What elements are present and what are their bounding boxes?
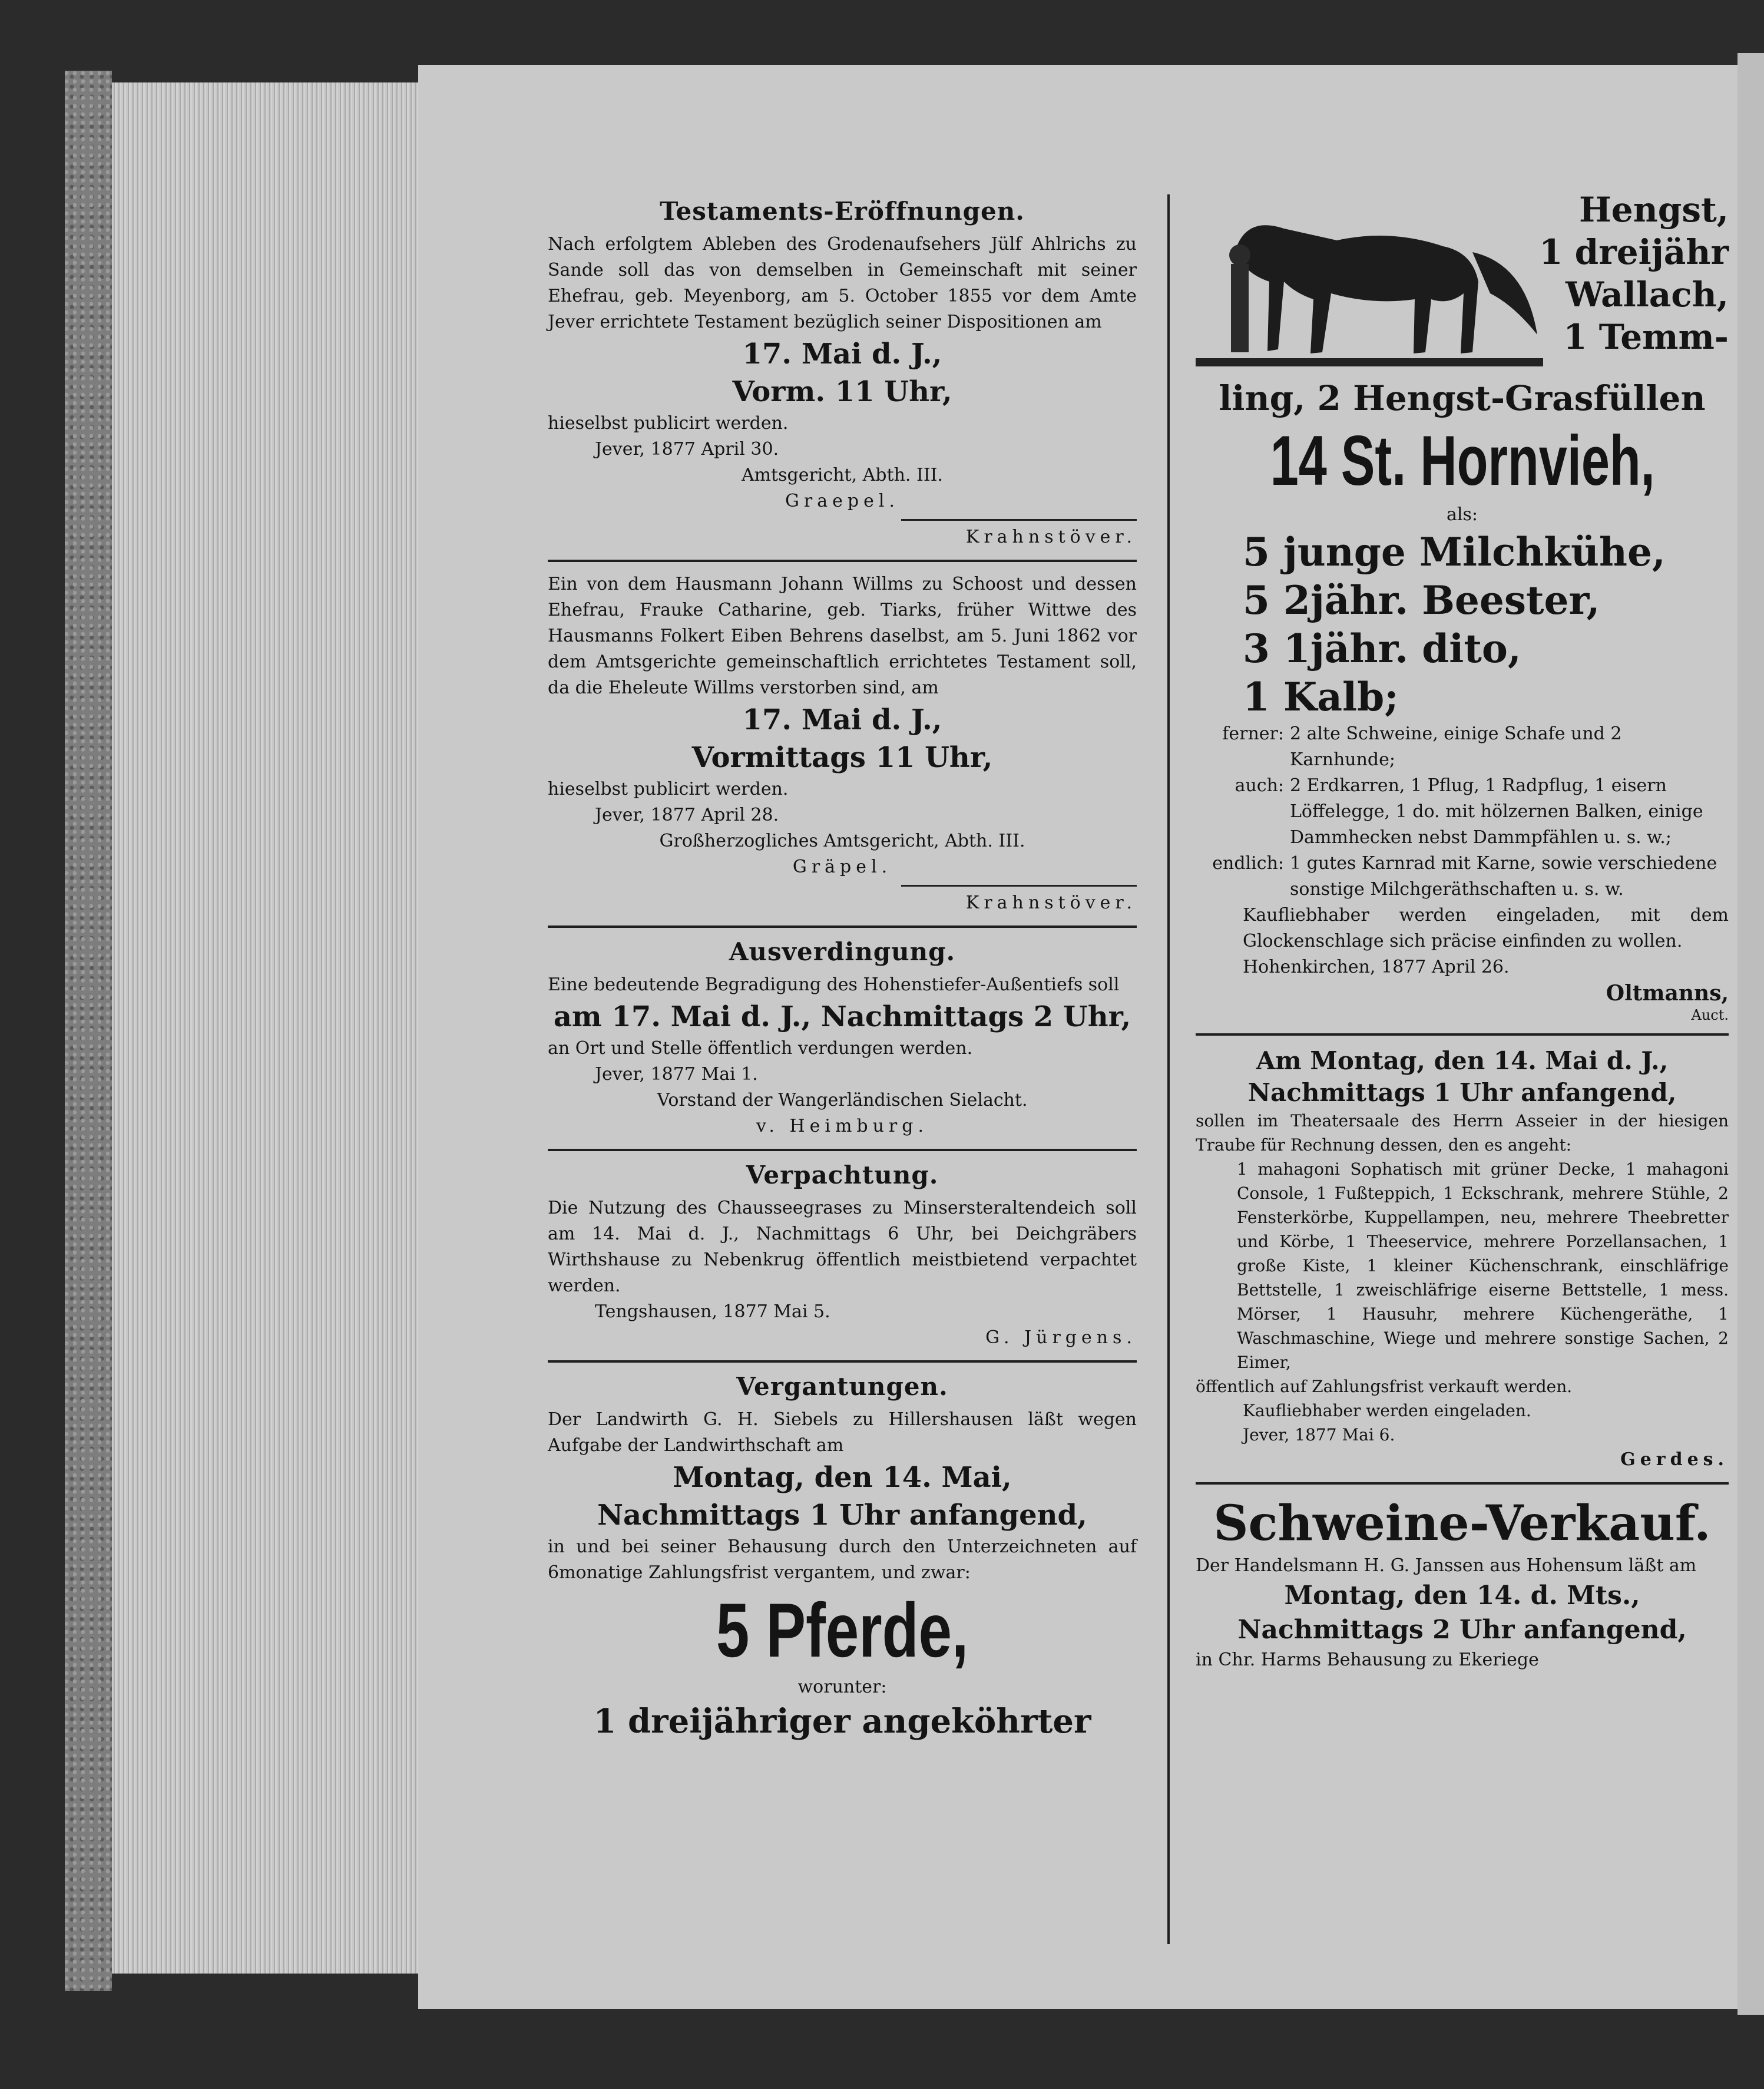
auch-row — [1196, 773, 1729, 851]
item-line: 1 dreijähriger angeköhrter — [593, 1702, 1091, 1741]
item-list: 1 mahagoni Sophatisch mit grüner Decke, 1 mahagoni Console, 1 Fußteppich, 1 Eckschrank, mehrere Stühle, 2 Fensterkörbe, Kuppellampen, neu, mehrere Theebretter und Körbe, 1 Theeservice, mehrere Porzellansachen, 1 große Kiste, 1 kleiner Küchenschrank, einschläfrige Bettstelle, 1 zweischläfrige eiserne Bettstelle, 1 mess. Mörser, 1 Hausuhr, mehrere Küchengeräthe, 1 Waschmaschine, Wiege und mehrere sonstige Sachen, 2 Eimer, — [1237, 1159, 1729, 1372]
row-value: 2 alte Schweine, einige Schafe und 2 Karnhunde; — [1290, 723, 1622, 770]
paragraph: Nach erfolgtem Ableben des Grodenaufsehers Jülf Ahlrichs zu Sande soll das von demselben in Gemeinschaft mit seiner Ehefrau, geb. Meyenborg, am 5. October 1855 vor dem Amte Jever errichtete Testament bezüglich seiner Dispositionen am — [548, 234, 1137, 332]
place-date: Jever, 1877 April 30. — [595, 439, 779, 460]
als: als: — [1447, 504, 1478, 525]
worunter: worunter: — [797, 1677, 887, 1697]
signature: Gerdes. — [1620, 1449, 1729, 1470]
signature: Oltmanns, — [1606, 981, 1729, 1006]
time-line: Nachmittags 1 Uhr anfangend, — [1247, 1078, 1677, 1107]
row-label: endlich: — [1212, 853, 1284, 874]
date-line: Montag, den 14. Mai, — [673, 1461, 1012, 1494]
page-edges — [112, 82, 418, 1974]
time-line: Nachmittags 1 Uhr anfangend, — [597, 1499, 1087, 1532]
date-line: 17. Mai d. J., — [742, 703, 942, 736]
list-item: 1 Kalb; — [1243, 674, 1399, 720]
paragraph: Der Landwirth G. H. Siebels zu Hillershausen läßt wegen Aufgabe der Landwirthschaft am — [548, 1409, 1137, 1456]
next-page-edge — [1737, 53, 1764, 2015]
list-item: 5 2jähr. Beester, — [1243, 577, 1600, 623]
paragraph: hieselbst publicirt werden. — [548, 413, 789, 434]
horse-illustration — [1196, 199, 1543, 376]
row-value: 2 Erdkarren, 1 Pflug, 1 Radpflug, 1 eisern Löffelegge, 1 do. mit hölzernen Balken, einige Dammhecken nebst Dammpfählen u. s. w.; — [1290, 775, 1703, 848]
date-line: 17. Mai d. J., — [742, 338, 942, 371]
montag-auction-section — [1196, 1045, 1729, 1473]
section-heading: Ausverdingung. — [729, 937, 956, 966]
signature: v. Heimburg. — [756, 1116, 929, 1136]
column-divider — [1167, 194, 1170, 1944]
list-item: 3 1jähr. dito, — [1243, 626, 1521, 672]
signature: G. Jürgens. — [985, 1327, 1137, 1348]
time-line: Nachmittags 2 Uhr anfangend, — [1237, 1615, 1687, 1645]
paragraph: Eine bedeutende Begradigung des Hohenstiefer-Außentiefs soll — [548, 974, 1120, 995]
paragraph: Kaufliebhaber werden eingeladen, mit dem Glockenschlage sich präcise einfinden zu wollen. — [1243, 905, 1729, 951]
place-date: Jever, 1877 April 28. — [595, 805, 779, 825]
divider — [548, 1360, 1137, 1363]
paragraph: in Chr. Harms Behausung zu Ekeriege — [1196, 1650, 1539, 1670]
divider — [901, 519, 1137, 521]
ferner-row — [1196, 721, 1729, 773]
book-binding — [65, 71, 112, 1991]
date-line: Montag, den 14. d. Mts., — [1284, 1581, 1640, 1611]
signature-title: Auct. — [1691, 1007, 1729, 1023]
ad-line: 1 dreijähr — [1539, 232, 1729, 272]
vergantungen-section — [548, 1372, 1137, 1743]
place-date: Jever, 1877 Mai 6. — [1243, 1425, 1395, 1445]
verpachtung-section — [548, 1161, 1137, 1351]
paragraph: hieselbst publicirt werden. — [548, 779, 789, 799]
signature: Graepel. — [785, 491, 900, 511]
paragraph: Ein von dem Hausmann Johann Willms zu Schoost und dessen Ehefrau, Frauke Catharine, geb. Tiarks, früher Wittwe des Hausmanns Folkert Eiben Behrens daselbst, am 5. Juni 1862 vor dem Amtsgerichte gemeinschaftlich errichtetes Testament soll, da die Eheleute Willms verstorben sind, am — [548, 574, 1137, 698]
time-line: Vorm. 11 Uhr, — [732, 375, 952, 408]
horse-header — [1196, 189, 1729, 377]
schweine-section — [1196, 1494, 1729, 1673]
divider — [1196, 1033, 1729, 1036]
court: Amtsgericht, Abth. III. — [741, 465, 944, 485]
left-column — [548, 189, 1137, 1743]
list-item: 5 junge Milchkühe, — [1243, 529, 1666, 575]
right-column — [1196, 189, 1729, 1673]
big-heading: 14 St. Hornvieh, — [1270, 421, 1655, 500]
date-line: Am Montag, den 14. Mai d. J., — [1256, 1046, 1669, 1075]
date-line: am 17. Mai d. J., Nachmittags 2 Uhr, — [553, 1000, 1131, 1033]
divider — [1196, 1482, 1729, 1485]
row-label: ferner: — [1222, 723, 1284, 744]
clerk: Krahnstöver. — [965, 893, 1137, 913]
divider — [901, 885, 1137, 887]
endlich-row — [1196, 851, 1729, 903]
paragraph: an Ort und Stelle öffentlich verdungen werden. — [548, 1038, 973, 1059]
row-label: auch: — [1235, 775, 1284, 796]
divider — [548, 1149, 1137, 1151]
paragraph: in und bei seiner Behausung durch den Unterzeichneten auf 6monatige Zahlungsfrist vergantem, und zwar: — [548, 1536, 1137, 1583]
place-date: Hohenkirchen, 1877 April 26. — [1243, 957, 1510, 977]
testament-section — [548, 197, 1137, 916]
paragraph: Der Handelsmann H. G. Janssen aus Hohensum läßt am — [1196, 1555, 1697, 1576]
signature: Gräpel. — [792, 857, 892, 877]
ad-line: Wallach, — [1565, 275, 1729, 315]
organisation: Vorstand der Wangerländischen Sielacht. — [657, 1090, 1028, 1110]
big-heading: 5 Pferde, — [716, 1587, 969, 1673]
divider — [548, 560, 1137, 562]
section-heading: Testaments-Eröffnungen. — [660, 197, 1025, 226]
ausverdingung-section — [548, 937, 1137, 1139]
paragraph: sollen im Theatersaale des Herrn Asseier in der hiesigen Traube für Rechnung dessen, den es angeht: — [1196, 1111, 1729, 1155]
time-line: Vormittags 11 Uhr, — [691, 741, 993, 774]
row-value: 1 gutes Karnrad mit Karne, sowie verschiedene sonstige Milchgeräthschaften u. s. w. — [1290, 853, 1717, 900]
ad-line: ling, 2 Hengst-Grasfüllen — [1219, 378, 1706, 418]
paragraph: öffentlich auf Zahlungsfrist verkauft werden. — [1196, 1377, 1573, 1396]
section-heading: Verpachtung. — [746, 1161, 939, 1189]
court: Großherzogliches Amtsgericht, Abth. III. — [659, 831, 1025, 851]
ad-line: Hengst, — [1578, 190, 1729, 230]
divider — [548, 925, 1137, 928]
clerk: Krahnstöver. — [965, 527, 1137, 547]
paragraph: Kaufliebhaber werden eingeladen. — [1243, 1401, 1531, 1420]
place-date: Tengshausen, 1877 Mai 5. — [595, 1301, 830, 1322]
paragraph: Die Nutzung des Chausseegrases zu Minsersteraltendeich soll am 14. Mai d. J., Nachmittags 6 Uhr, bei Deichgräbers Wirthshause zu Nebenkrug öffentlich meistbietend verpachtet werden. — [548, 1198, 1137, 1296]
ad-line: 1 Temm- — [1563, 317, 1729, 357]
place-date: Jever, 1877 Mai 1. — [595, 1064, 758, 1085]
big-heading: Schweine-Verkauf. — [1213, 1495, 1711, 1552]
section-heading: Vergantungen. — [736, 1372, 948, 1401]
